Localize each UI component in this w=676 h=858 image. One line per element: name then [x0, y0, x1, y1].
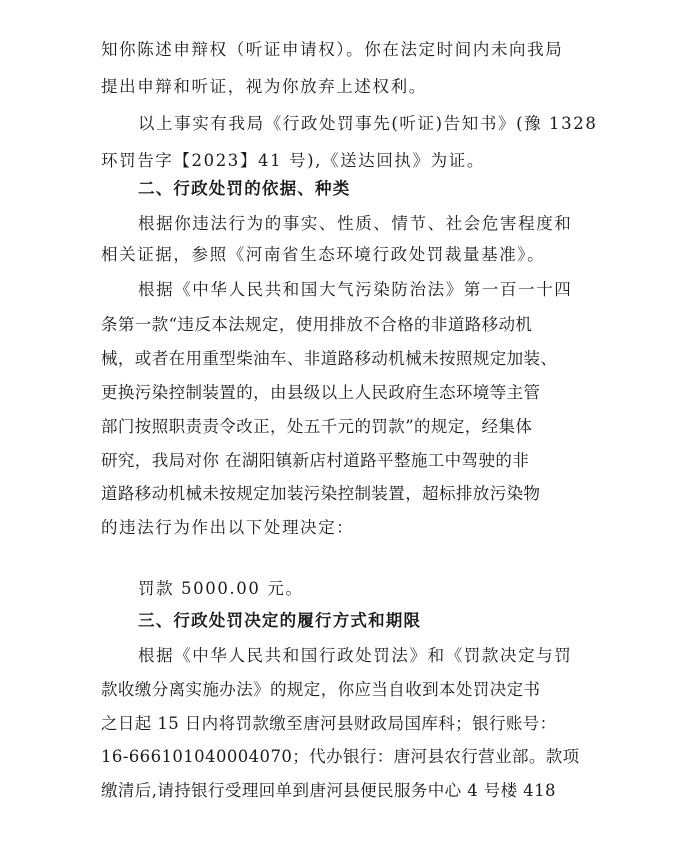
paragraph-line: 款收缴分离实施办法》的规定，你应当自收到本处罚决定书 — [101, 680, 541, 699]
paragraph-line: 环罚告字【2023】41 号),《送达回执》为证。 — [101, 151, 485, 170]
penalty-amount: 罚款 5000.00 元。 — [138, 579, 304, 598]
paragraph-line: 知你陈述申辩权（听证申请权）。你在法定时间内未向我局 — [101, 40, 564, 59]
paragraph-line: 16-666101040004070；代办银行：唐河县农行营业部。款项 — [101, 747, 580, 766]
paragraph-line: 之日起 15 日内将罚款缴至唐河县财政局国库科；银行账号： — [101, 714, 557, 733]
paragraph-line: 部门按照职责责令改正，处五千元的罚款”的规定，经集体 — [101, 417, 533, 436]
paragraph-line: 更换污染控制装置的，由县级以上人民政府生态环境等主管 — [101, 383, 541, 402]
paragraph-line: 的违法行为作出以下处理决定： — [101, 518, 355, 537]
paragraph-line: 根据《中华人民共和国行政处罚法》和《罚款决定与罚 — [138, 646, 573, 665]
paragraph-line: 相关证据，参照《河南省生态环境行政处罚裁量基准》。 — [101, 245, 546, 264]
paragraph-line: 根据你违法行为的事实、性质、情节、社会危害程度和 — [138, 214, 573, 233]
paragraph-line: 根据《中华人民共和国大气污染防治法》第一百一十四 — [138, 280, 573, 299]
paragraph-line: 提出申辩和听证，视为你放弃上述权利。 — [101, 77, 427, 96]
section-heading-basis: 二、行政处罚的依据、种类 — [138, 179, 351, 198]
paragraph-line: 缴清后,请持银行受理回单到唐河县便民服务中心 4 号楼 418 — [101, 781, 556, 800]
paragraph-line: 道路移动机械未按规定加装污染控制装置，超标排放污染物 — [101, 484, 541, 503]
section-heading-enforcement: 三、行政处罚决定的履行方式和期限 — [138, 611, 422, 630]
paragraph-line: 以上事实有我局《行政处罚事先(听证)告知书》(豫 1328 — [138, 114, 598, 133]
paragraph-line: 械，或者在用重型柴油车、非道路移动机械未按照规定加装、 — [101, 349, 558, 368]
paragraph-line: 条第一款“违反本法规定，使用排放不合格的非道路移动机 — [101, 315, 533, 334]
paragraph-line: 研究，我局对你 在湖阳镇新店村道路平整施工中驾驶的非 — [101, 451, 530, 470]
